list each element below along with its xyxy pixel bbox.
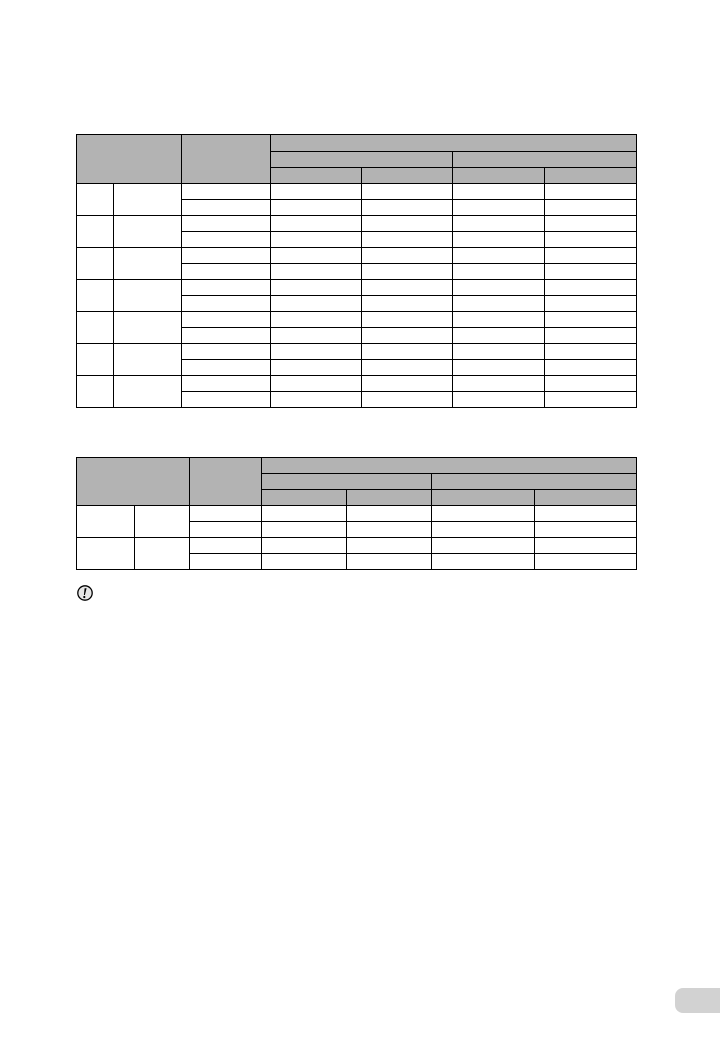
table-cell xyxy=(271,328,362,344)
table-row xyxy=(77,216,637,232)
table-cell xyxy=(432,554,535,570)
table-cell xyxy=(182,344,271,360)
table-cell xyxy=(545,248,637,264)
table-cell xyxy=(545,344,637,360)
storage-table-1 xyxy=(76,134,637,408)
table-cell xyxy=(77,248,114,280)
table-cell xyxy=(77,280,114,312)
table-cell xyxy=(453,344,545,360)
table-cell xyxy=(347,538,432,554)
table-cell xyxy=(362,216,453,232)
table-cell xyxy=(182,248,271,264)
header-cell xyxy=(182,135,271,184)
header-cell xyxy=(347,490,432,506)
table-cell xyxy=(271,184,362,200)
table-cell xyxy=(362,248,453,264)
table-cell xyxy=(432,506,535,522)
table-cell xyxy=(271,216,362,232)
table-cell xyxy=(362,264,453,280)
header-cell xyxy=(545,168,637,184)
table-cell xyxy=(114,248,182,280)
table-cell xyxy=(545,232,637,248)
table-cell xyxy=(271,344,362,360)
table-cell xyxy=(271,312,362,328)
table-cell xyxy=(114,184,182,216)
table-cell xyxy=(362,328,453,344)
table-cell xyxy=(453,376,545,392)
table-cell xyxy=(362,200,453,216)
table-cell xyxy=(77,184,114,216)
table-cell xyxy=(190,522,262,538)
storage-table-2 xyxy=(76,457,637,570)
table-cell xyxy=(182,312,271,328)
table-row xyxy=(77,538,637,554)
table-cell xyxy=(182,296,271,312)
table-cell xyxy=(453,312,545,328)
header-cell xyxy=(271,152,453,168)
table-cell xyxy=(545,264,637,280)
table-cell xyxy=(535,538,637,554)
table-cell xyxy=(432,538,535,554)
table-cell xyxy=(114,312,182,344)
table-1-body xyxy=(77,184,637,408)
table-cell xyxy=(114,280,182,312)
table-cell xyxy=(545,200,637,216)
table-cell xyxy=(77,216,114,248)
table-cell xyxy=(453,184,545,200)
table-row xyxy=(77,312,637,328)
table-cell xyxy=(453,296,545,312)
table-cell xyxy=(135,506,190,538)
table-cell xyxy=(362,312,453,328)
table-cell xyxy=(271,280,362,296)
table-cell xyxy=(182,328,271,344)
table-cell xyxy=(182,360,271,376)
table-cell xyxy=(535,522,637,538)
table-cell xyxy=(114,216,182,248)
table-cell xyxy=(77,344,114,376)
table-cell xyxy=(190,538,262,554)
header-cell xyxy=(262,458,637,474)
table-cell xyxy=(271,392,362,408)
table-row xyxy=(77,344,637,360)
table-cell xyxy=(362,296,453,312)
header-cell xyxy=(432,474,637,490)
table-cell xyxy=(182,280,271,296)
header-cell xyxy=(77,458,190,506)
header-cell xyxy=(262,490,347,506)
table-cell xyxy=(453,264,545,280)
table-cell xyxy=(182,184,271,200)
table-cell xyxy=(135,538,190,570)
table-cell xyxy=(262,506,347,522)
table-cell xyxy=(114,344,182,376)
table-cell xyxy=(77,506,135,538)
table-cell xyxy=(362,344,453,360)
table-cell xyxy=(535,554,637,570)
table-cell xyxy=(453,200,545,216)
table-cell xyxy=(271,264,362,280)
table-row xyxy=(77,280,637,296)
table-cell xyxy=(432,522,535,538)
table-cell xyxy=(271,248,362,264)
header-cell xyxy=(362,168,453,184)
table-cell xyxy=(182,264,271,280)
table-2-header-row xyxy=(77,458,637,474)
table-cell xyxy=(545,216,637,232)
header-cell xyxy=(535,490,637,506)
caution-note-icon xyxy=(77,585,93,601)
table-cell xyxy=(182,392,271,408)
table-cell xyxy=(362,376,453,392)
table-cell xyxy=(453,216,545,232)
table-cell xyxy=(190,506,262,522)
table-cell xyxy=(271,376,362,392)
header-cell xyxy=(453,152,637,168)
table-cell xyxy=(262,538,347,554)
table-cell xyxy=(114,376,182,408)
table-cell xyxy=(362,280,453,296)
table-cell xyxy=(362,392,453,408)
header-cell xyxy=(262,474,432,490)
table-cell xyxy=(362,184,453,200)
table-cell xyxy=(545,184,637,200)
table-cell xyxy=(545,328,637,344)
table-cell xyxy=(271,360,362,376)
table-cell xyxy=(545,312,637,328)
table-cell xyxy=(362,232,453,248)
header-cell xyxy=(432,490,535,506)
table-cell xyxy=(190,554,262,570)
table-cell xyxy=(182,232,271,248)
table-cell xyxy=(77,376,114,408)
table-cell xyxy=(347,554,432,570)
table-cell xyxy=(182,376,271,392)
table-cell xyxy=(77,312,114,344)
table-cell xyxy=(362,360,453,376)
table-cell xyxy=(271,296,362,312)
table-cell xyxy=(535,506,637,522)
header-cell xyxy=(271,135,637,152)
table-1-header-row xyxy=(77,135,637,152)
table-cell xyxy=(271,232,362,248)
header-cell xyxy=(271,168,362,184)
table-cell xyxy=(262,554,347,570)
table-cell xyxy=(271,200,362,216)
table-cell xyxy=(545,392,637,408)
table-cell xyxy=(453,248,545,264)
table-cell xyxy=(545,296,637,312)
table-row xyxy=(77,506,637,522)
header-cell xyxy=(190,458,262,506)
table-row xyxy=(77,248,637,264)
table-cell xyxy=(347,522,432,538)
table-cell xyxy=(453,360,545,376)
table-cell xyxy=(182,216,271,232)
table-cell xyxy=(262,522,347,538)
page-number-tab xyxy=(675,988,720,1013)
table-2-body xyxy=(77,506,637,570)
table-cell xyxy=(77,538,135,570)
table-cell xyxy=(545,376,637,392)
table-cell xyxy=(545,280,637,296)
header-cell xyxy=(453,168,545,184)
table-cell xyxy=(453,232,545,248)
table-cell xyxy=(453,280,545,296)
header-cell xyxy=(77,135,182,184)
table-cell xyxy=(545,360,637,376)
table-cell xyxy=(347,506,432,522)
table-cell xyxy=(182,200,271,216)
table-row xyxy=(77,184,637,200)
table-cell xyxy=(453,392,545,408)
table-row xyxy=(77,376,637,392)
table-cell xyxy=(453,328,545,344)
